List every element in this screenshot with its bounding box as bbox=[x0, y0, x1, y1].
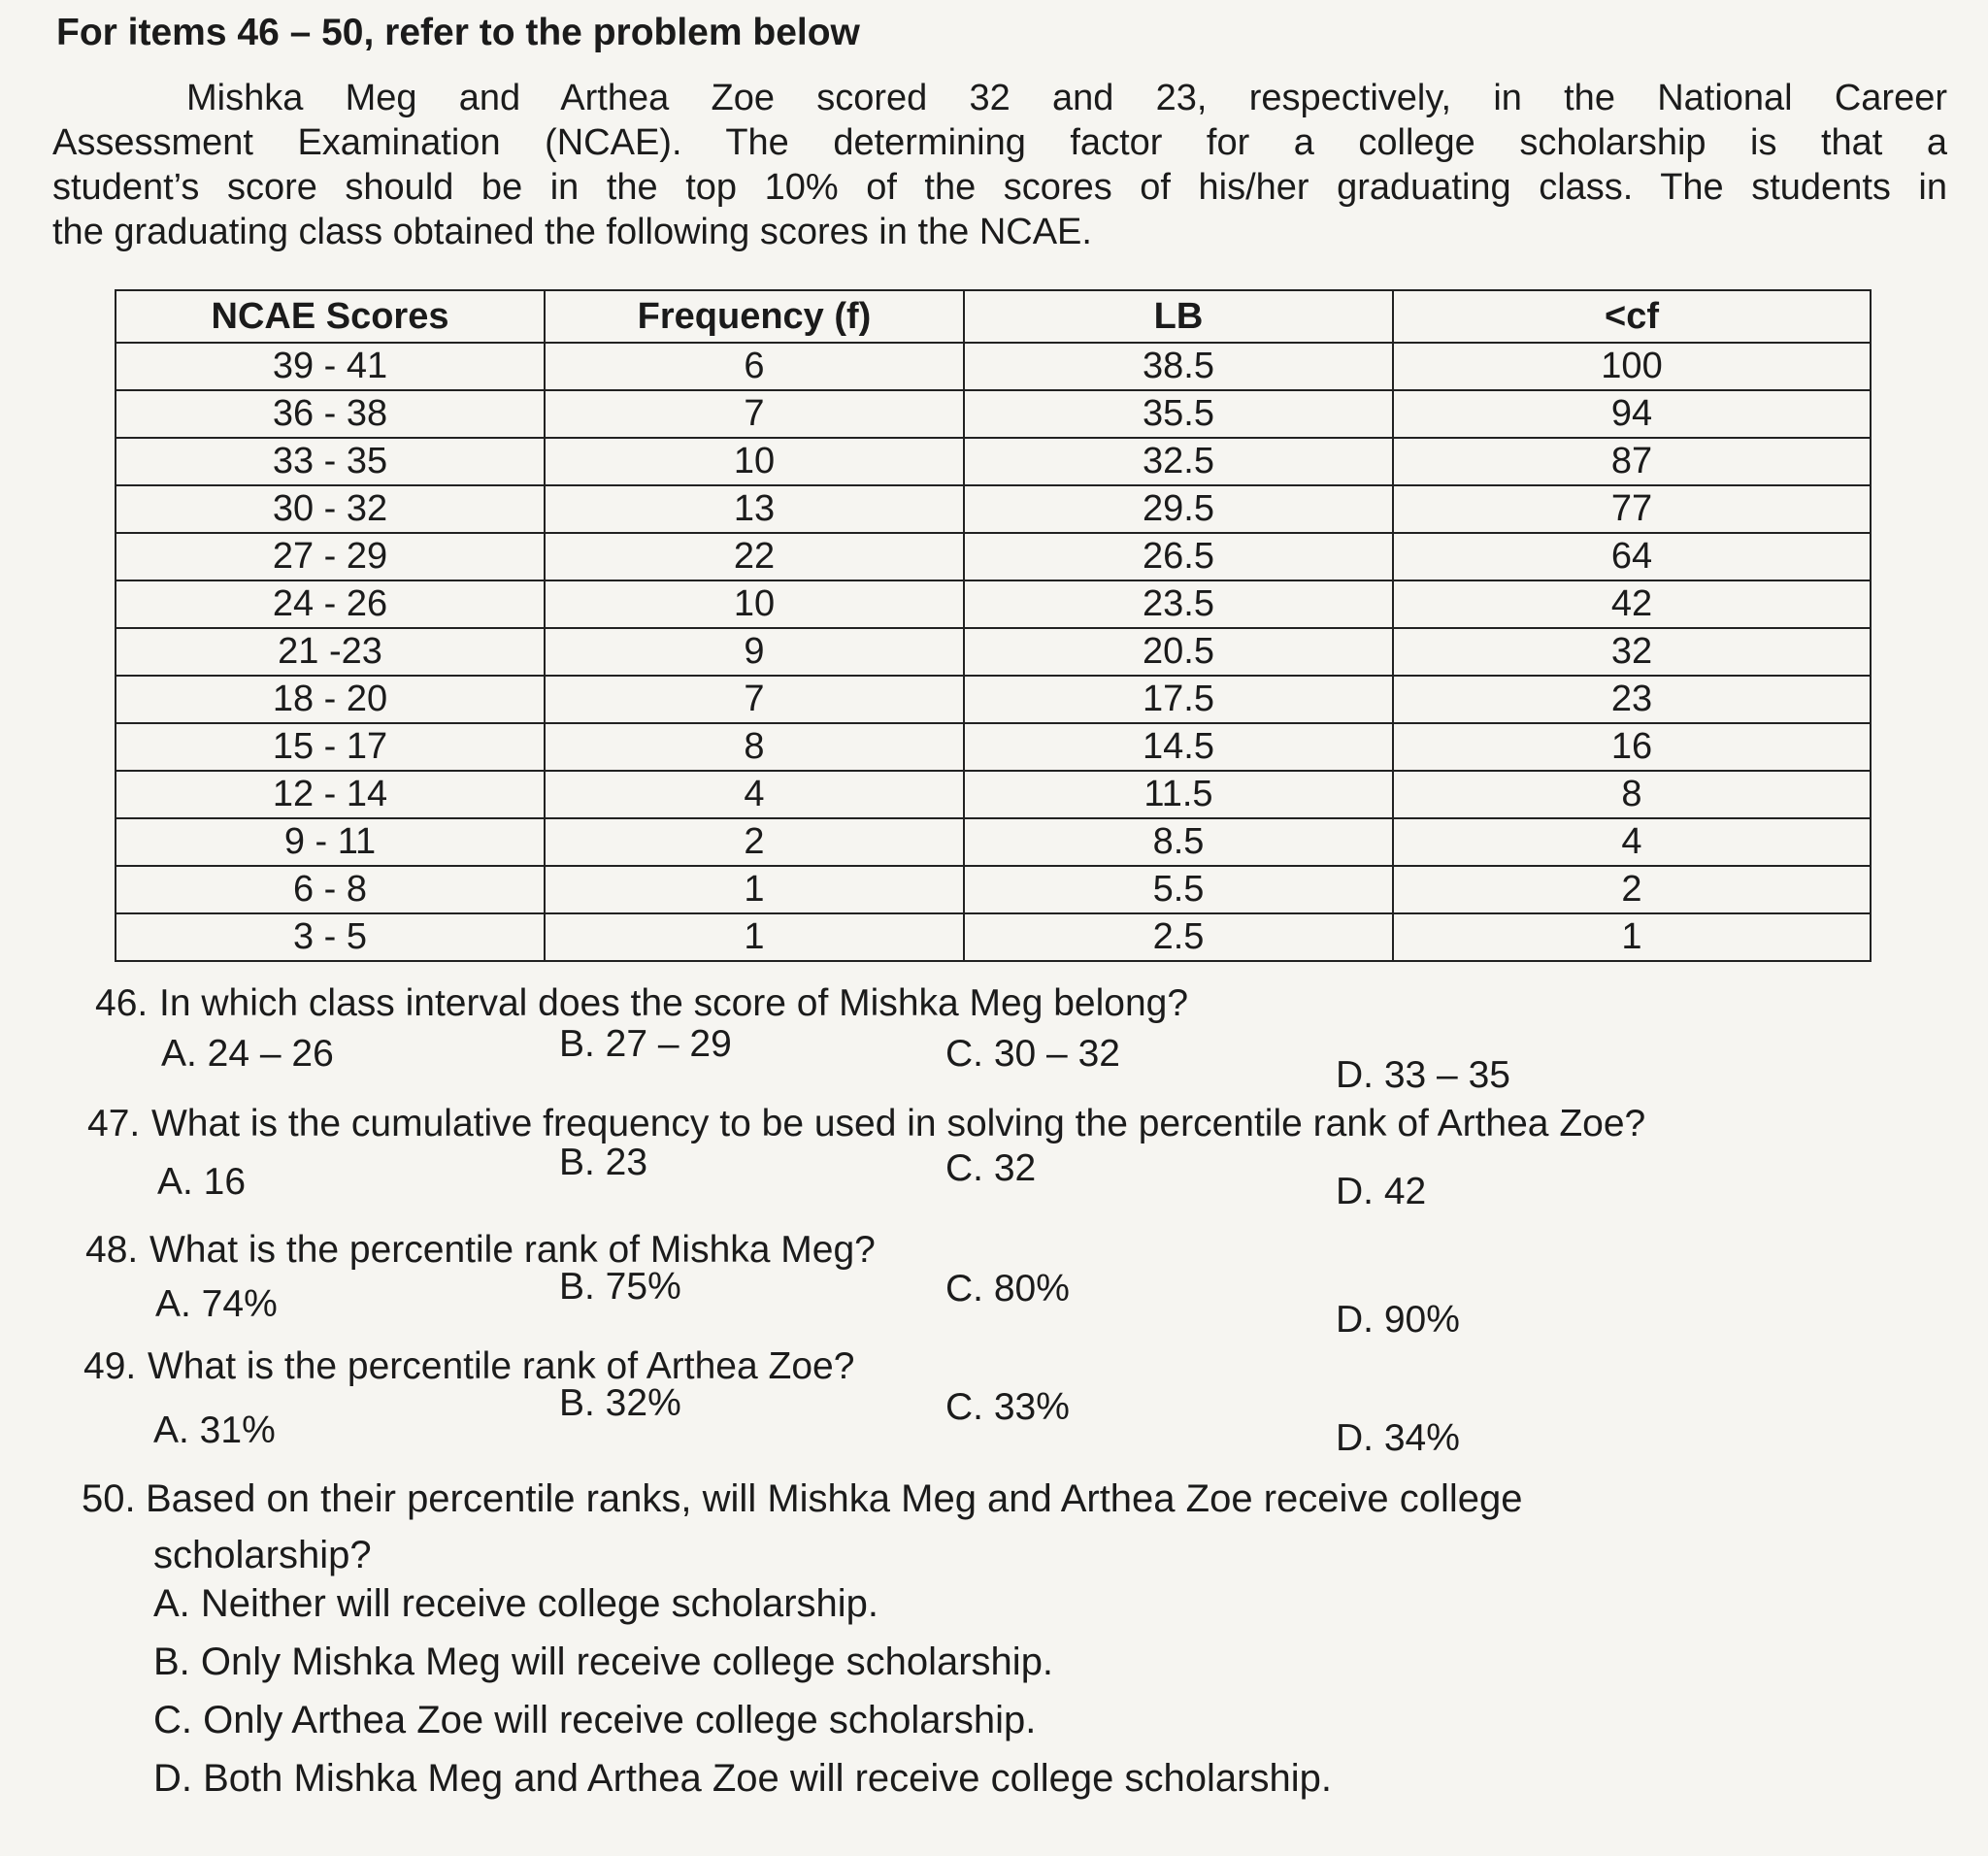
frequency-cell: 22 bbox=[545, 533, 964, 580]
option-47-b: B. 23 bbox=[559, 1142, 648, 1183]
lb-cell: 26.5 bbox=[964, 533, 1393, 580]
cf-cell: 64 bbox=[1393, 533, 1871, 580]
lb-cell: 8.5 bbox=[964, 818, 1393, 866]
problem-statement bbox=[52, 76, 1947, 254]
option-48-d: D. 90% bbox=[1336, 1299, 1460, 1341]
option-letter: C. bbox=[153, 1699, 192, 1741]
cf-cell: 100 bbox=[1393, 343, 1871, 390]
frequency-cell: 1 bbox=[545, 913, 964, 961]
cf-cell: 4 bbox=[1393, 818, 1871, 866]
score-cell: 12 - 14 bbox=[116, 771, 545, 818]
table-row bbox=[116, 343, 1871, 390]
question-number: 50. bbox=[82, 1477, 136, 1520]
frequency-cell: 8 bbox=[545, 723, 964, 771]
score-cell: 21 -23 bbox=[116, 628, 545, 676]
lb-cell: 20.5 bbox=[964, 628, 1393, 676]
frequency-cell: 2 bbox=[545, 818, 964, 866]
option-text: Neither will receive college scholarship. bbox=[200, 1582, 879, 1625]
option-46-a: A. 24 – 26 bbox=[161, 1033, 334, 1075]
question-46 bbox=[95, 982, 1188, 1025]
option-49-b: B. 32% bbox=[559, 1382, 681, 1424]
cf-cell: 77 bbox=[1393, 485, 1871, 533]
table-row bbox=[116, 866, 1871, 913]
frequency-cell: 7 bbox=[545, 676, 964, 723]
lb-cell: 2.5 bbox=[964, 913, 1393, 961]
lb-cell: 35.5 bbox=[964, 390, 1393, 438]
option-48-b: B. 75% bbox=[559, 1266, 681, 1308]
lb-cell: 32.5 bbox=[964, 438, 1393, 485]
question-50-continuation: scholarship? bbox=[153, 1534, 372, 1576]
question-50 bbox=[82, 1477, 1523, 1521]
col-header-lb: LB bbox=[964, 290, 1393, 343]
frequency-cell: 10 bbox=[545, 438, 964, 485]
option-46-c: C. 30 – 32 bbox=[945, 1033, 1120, 1075]
option-48-c: C. 80% bbox=[945, 1268, 1070, 1309]
question-48 bbox=[85, 1229, 876, 1272]
score-cell: 27 - 29 bbox=[116, 533, 545, 580]
score-cell: 3 - 5 bbox=[116, 913, 545, 961]
lb-cell: 17.5 bbox=[964, 676, 1393, 723]
frequency-cell: 1 bbox=[545, 866, 964, 913]
cf-cell: 87 bbox=[1393, 438, 1871, 485]
frequency-cell: 4 bbox=[545, 771, 964, 818]
option-49-c: C. 33% bbox=[945, 1386, 1070, 1428]
score-cell: 33 - 35 bbox=[116, 438, 545, 485]
lb-cell: 5.5 bbox=[964, 866, 1393, 913]
score-cell: 39 - 41 bbox=[116, 343, 545, 390]
question-49 bbox=[83, 1345, 854, 1388]
option-50-b bbox=[153, 1641, 1053, 1684]
score-cell: 9 - 11 bbox=[116, 818, 545, 866]
question-number: 47. bbox=[87, 1103, 141, 1144]
col-header-scores: NCAE Scores bbox=[116, 290, 545, 343]
score-cell: 30 - 32 bbox=[116, 485, 545, 533]
lb-cell: 29.5 bbox=[964, 485, 1393, 533]
option-text: Only Arthea Zoe will receive college scholarship. bbox=[203, 1699, 1037, 1741]
option-47-a: A. 16 bbox=[157, 1161, 247, 1203]
question-number: 48. bbox=[85, 1229, 139, 1271]
col-header-frequency: Frequency (f) bbox=[545, 290, 964, 343]
question-text: Based on their percentile ranks, will Mishka Meg and Arthea Zoe receive college bbox=[146, 1477, 1523, 1520]
problem-line: student’s score should be in the top 10% of the scores of his/her graduating class. The students in bbox=[52, 167, 1947, 208]
question-text: What is the percentile rank of Arthea Zoe? bbox=[148, 1345, 855, 1387]
problem-line: Assessment Examination (NCAE). The determining factor for a college scholarship is that a bbox=[52, 122, 1947, 163]
problem-line: the graduating class obtained the following scores in the NCAE. bbox=[52, 212, 1092, 252]
cf-cell: 23 bbox=[1393, 676, 1871, 723]
option-text: Both Mishka Meg and Arthea Zoe will receive college scholarship. bbox=[203, 1757, 1332, 1800]
option-47-c: C. 32 bbox=[945, 1147, 1037, 1189]
option-letter: B. bbox=[153, 1641, 190, 1683]
option-47-d: D. 42 bbox=[1336, 1171, 1427, 1212]
cf-cell: 8 bbox=[1393, 771, 1871, 818]
option-48-a: A. 74% bbox=[155, 1283, 278, 1325]
frequency-cell: 6 bbox=[545, 343, 964, 390]
table-row bbox=[116, 771, 1871, 818]
question-text: What is the percentile rank of Mishka Meg? bbox=[149, 1229, 876, 1271]
cf-cell: 1 bbox=[1393, 913, 1871, 961]
cf-cell: 16 bbox=[1393, 723, 1871, 771]
score-cell: 18 - 20 bbox=[116, 676, 545, 723]
score-cell: 36 - 38 bbox=[116, 390, 545, 438]
problem-line: Mishka Meg and Arthea Zoe scored 32 and 23, respectively, in the National Career bbox=[186, 78, 1947, 118]
cf-cell: 2 bbox=[1393, 866, 1871, 913]
question-number: 46. bbox=[95, 982, 149, 1024]
frequency-cell: 10 bbox=[545, 580, 964, 628]
option-46-b: B. 27 – 29 bbox=[559, 1023, 732, 1065]
option-46-d: D. 33 – 35 bbox=[1336, 1054, 1510, 1096]
question-text: What is the cumulative frequency to be used in solving the percentile rank of Arthea Zoe? bbox=[151, 1103, 1646, 1144]
table-row bbox=[116, 628, 1871, 676]
col-header-cf: <cf bbox=[1393, 290, 1871, 343]
table-header-row bbox=[116, 290, 1871, 343]
question-number: 49. bbox=[83, 1345, 137, 1387]
lb-cell: 38.5 bbox=[964, 343, 1393, 390]
lb-cell: 14.5 bbox=[964, 723, 1393, 771]
option-50-d bbox=[153, 1757, 1332, 1801]
frequency-table bbox=[115, 289, 1872, 962]
table-row bbox=[116, 580, 1871, 628]
section-header: For items 46 – 50, refer to the problem below bbox=[56, 12, 860, 53]
lb-cell: 11.5 bbox=[964, 771, 1393, 818]
option-text: Only Mishka Meg will receive college scholarship. bbox=[200, 1641, 1054, 1683]
table-row bbox=[116, 438, 1871, 485]
table-row bbox=[116, 723, 1871, 771]
option-letter: D. bbox=[153, 1757, 192, 1800]
frequency-cell: 9 bbox=[545, 628, 964, 676]
option-49-d: D. 34% bbox=[1336, 1417, 1460, 1459]
option-49-a: A. 31% bbox=[153, 1409, 276, 1451]
cf-cell: 42 bbox=[1393, 580, 1871, 628]
frequency-cell: 13 bbox=[545, 485, 964, 533]
cf-cell: 32 bbox=[1393, 628, 1871, 676]
table-row bbox=[116, 485, 1871, 533]
table-row bbox=[116, 818, 1871, 866]
option-50-c bbox=[153, 1699, 1036, 1742]
frequency-cell: 7 bbox=[545, 390, 964, 438]
option-letter: A. bbox=[153, 1582, 190, 1625]
score-cell: 15 - 17 bbox=[116, 723, 545, 771]
table-row bbox=[116, 676, 1871, 723]
cf-cell: 94 bbox=[1393, 390, 1871, 438]
table-row bbox=[116, 913, 1871, 961]
option-50-a bbox=[153, 1582, 878, 1626]
score-cell: 6 - 8 bbox=[116, 866, 545, 913]
question-text: In which class interval does the score of Mishka Meg belong? bbox=[159, 982, 1189, 1024]
score-cell: 24 - 26 bbox=[116, 580, 545, 628]
table-row bbox=[116, 390, 1871, 438]
question-47 bbox=[87, 1103, 1645, 1145]
table-row bbox=[116, 533, 1871, 580]
lb-cell: 23.5 bbox=[964, 580, 1393, 628]
